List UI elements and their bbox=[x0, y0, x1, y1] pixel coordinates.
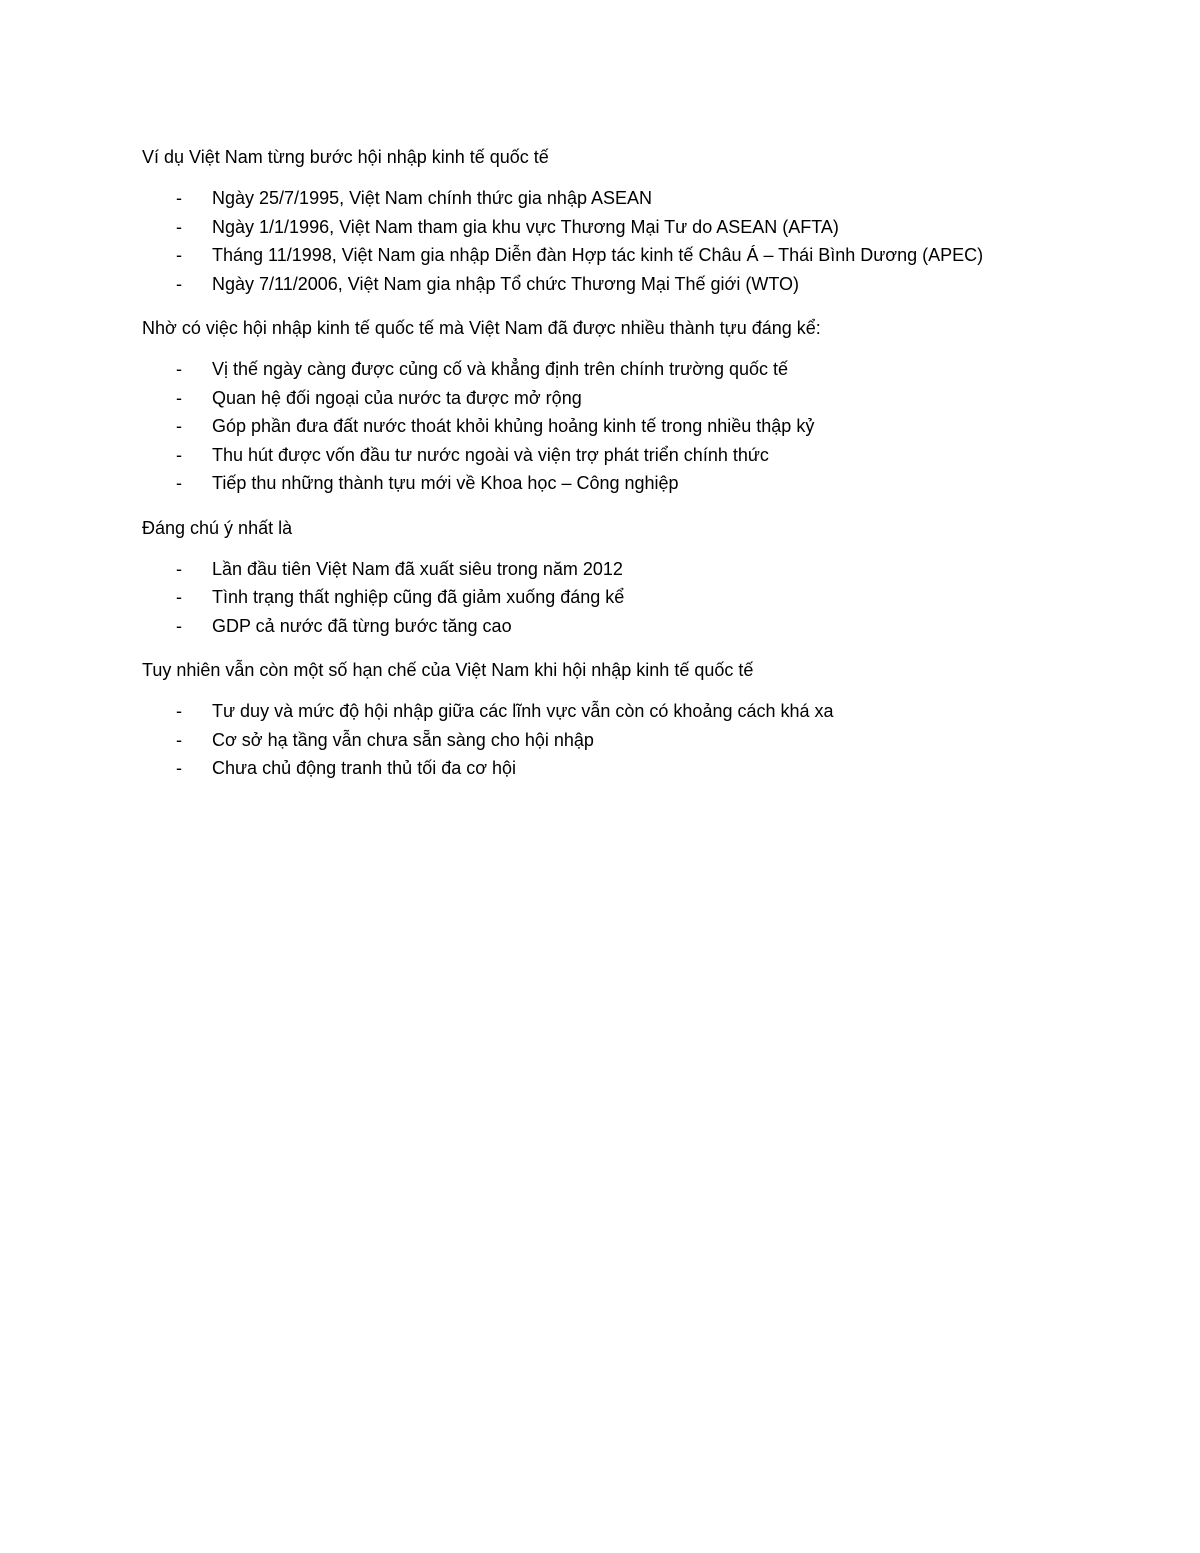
bullet-dash: - bbox=[176, 416, 182, 436]
list-item bbox=[142, 213, 1102, 242]
list-item-text: Tháng 11/1998, Việt Nam gia nhập Diễn đàn Hợp tác kinh tế Châu Á – Thái Bình Dương (APEC) bbox=[212, 245, 984, 265]
list-item bbox=[142, 612, 1102, 641]
integration-milestones-list bbox=[142, 184, 1102, 298]
section-heading-integration-examples: Ví dụ Việt Nam từng bước hội nhập kinh tế quốc tế bbox=[142, 147, 549, 167]
bullet-dash: - bbox=[176, 444, 182, 465]
bullet-dash: - bbox=[176, 359, 182, 379]
bullet-dash: - bbox=[176, 615, 182, 636]
list-item-text: Vị thế ngày càng được củng cố và khẳng định trên chính trường quốc tế bbox=[212, 359, 789, 379]
spacer bbox=[142, 542, 1102, 555]
list-item-text: GDP cả nước đã từng bước tăng cao bbox=[212, 615, 512, 636]
bullet-dash: - bbox=[176, 245, 182, 265]
list-item-text: Chưa chủ động tranh thủ tối đa cơ hội bbox=[212, 758, 517, 778]
achievements-list bbox=[142, 355, 1102, 498]
spacer bbox=[142, 298, 1102, 314]
list-item bbox=[142, 355, 1102, 384]
bullet-dash: - bbox=[176, 701, 182, 721]
document-content bbox=[142, 143, 1102, 783]
list-item bbox=[142, 412, 1102, 441]
section-heading-notable: Đáng chú ý nhất là bbox=[142, 517, 293, 538]
list-item bbox=[142, 754, 1102, 783]
list-item-text: Tiếp thu những thành tựu mới về Khoa học – Công nghiệp bbox=[212, 473, 679, 493]
list-item bbox=[142, 184, 1102, 213]
list-item-text: Ngày 1/1/1996, Việt Nam tham gia khu vực Thương Mại Tư do ASEAN (AFTA) bbox=[212, 216, 839, 237]
spacer bbox=[142, 498, 1102, 514]
list-item bbox=[142, 583, 1102, 612]
bullet-dash: - bbox=[176, 473, 182, 493]
bullet-dash: - bbox=[176, 587, 182, 607]
list-item-text: Cơ sở hạ tầng vẫn chưa sẵn sàng cho hội nhập bbox=[212, 729, 594, 750]
list-item-text: Quan hệ đối ngoại của nước ta được mở rộng bbox=[212, 387, 582, 408]
list-item-text: Ngày 7/11/2006, Việt Nam gia nhập Tổ chức Thương Mại Thế giới (WTO) bbox=[212, 273, 799, 294]
spacer bbox=[142, 684, 1102, 697]
list-item bbox=[142, 697, 1102, 726]
bullet-dash: - bbox=[176, 729, 182, 750]
list-item-text: Thu hút được vốn đầu tư nước ngoài và viện trợ phát triển chính thức bbox=[212, 444, 769, 465]
bullet-dash: - bbox=[176, 387, 182, 408]
list-item-text: Góp phần đưa đất nước thoát khỏi khủng hoảng kinh tế trong nhiều thập kỷ bbox=[212, 416, 815, 436]
limitations-list bbox=[142, 697, 1102, 783]
bullet-dash: - bbox=[176, 216, 182, 237]
list-item-text: Tư duy và mức độ hội nhập giữa các lĩnh vực vẫn còn có khoảng cách khá xa bbox=[212, 701, 834, 721]
list-item bbox=[142, 270, 1102, 299]
list-item-text: Tình trạng thất nghiệp cũng đã giảm xuống đáng kể bbox=[212, 587, 625, 607]
list-item-text: Ngày 25/7/1995, Việt Nam chính thức gia nhập ASEAN bbox=[212, 188, 652, 208]
spacer bbox=[142, 171, 1102, 184]
list-item bbox=[142, 555, 1102, 584]
spacer bbox=[142, 342, 1102, 355]
list-item bbox=[142, 441, 1102, 470]
list-item bbox=[142, 384, 1102, 413]
section-heading-limitations: Tuy nhiên vẫn còn một số hạn chế của Việt Nam khi hội nhập kinh tế quốc tế bbox=[142, 660, 754, 680]
list-item bbox=[142, 726, 1102, 755]
list-item-text: Lần đầu tiên Việt Nam đã xuất siêu trong năm 2012 bbox=[212, 558, 623, 579]
list-item bbox=[142, 241, 1102, 270]
bullet-dash: - bbox=[176, 558, 182, 579]
bullet-dash: - bbox=[176, 758, 182, 778]
spacer bbox=[142, 640, 1102, 656]
section-heading-achievements: Nhờ có việc hội nhập kinh tế quốc tế mà Việt Nam đã được nhiều thành tựu đáng kể: bbox=[142, 318, 821, 338]
list-item bbox=[142, 469, 1102, 498]
bullet-dash: - bbox=[176, 273, 182, 294]
notable-list bbox=[142, 555, 1102, 641]
bullet-dash: - bbox=[176, 188, 182, 208]
